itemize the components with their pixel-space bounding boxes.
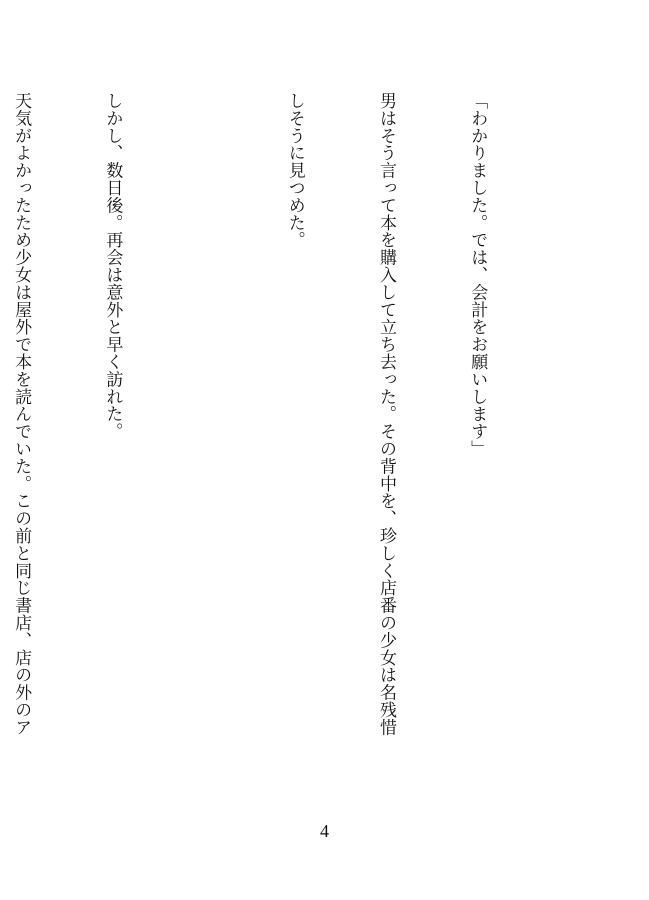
text-line: 男はそう言って本を購入して立ち去った。その背中を、珍しく店番の少女は名残惜 xyxy=(375,92,396,736)
vertical-text-body xyxy=(0,92,553,797)
blank-line xyxy=(188,92,218,797)
text-line: 「わかりました。では、会計をお願いします」 xyxy=(467,92,488,458)
text-line: しそうに見つめた。 xyxy=(284,92,305,249)
page-number: 4 xyxy=(320,821,329,841)
text-line: しかし、数日後。再会は意外と早く訪れた。 xyxy=(102,92,123,440)
text-line: 天気がよかったため少女は屋外で本を読んでいた。この前と同じ書店、店の外のア xyxy=(11,92,32,736)
